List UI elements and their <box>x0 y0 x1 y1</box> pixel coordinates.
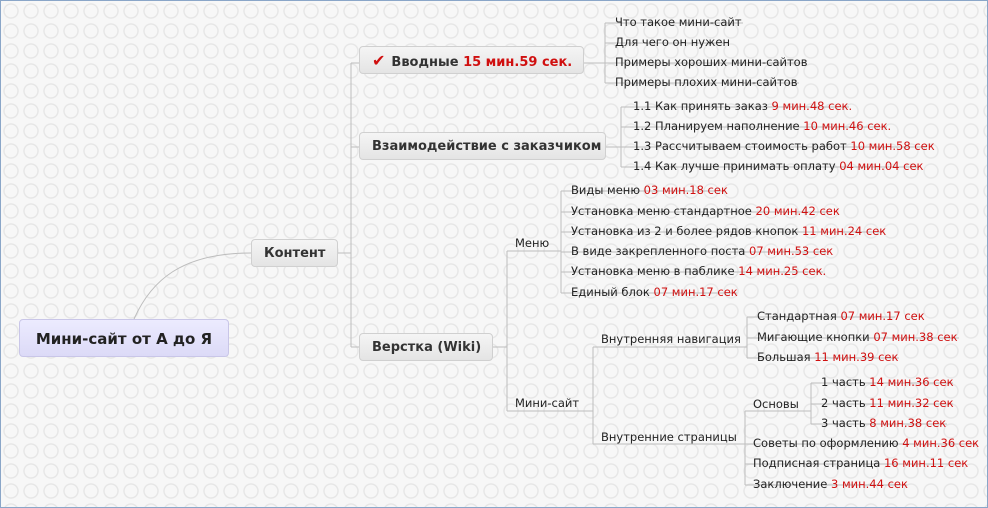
menu-item[interactable] <box>569 181 730 199</box>
nav-item-label: Большая <box>757 350 811 364</box>
subtopic-minisite[interactable]: Мини-сайт <box>515 396 580 410</box>
nav-item-time: 07 мин.38 сек <box>873 330 958 344</box>
nav-item[interactable] <box>755 307 927 325</box>
pages-item[interactable] <box>751 454 970 472</box>
client-item[interactable] <box>631 117 893 135</box>
subtopic-basics[interactable]: Основы <box>753 397 799 411</box>
client-item-label: 1.1 Как принять заказ <box>633 99 768 113</box>
subtopic-inner-pages[interactable]: Внутренние страницы <box>601 430 737 444</box>
basics-item[interactable] <box>819 394 956 412</box>
pages-item[interactable] <box>751 434 981 452</box>
client-item-time: 04 мин.04 сек <box>839 159 924 173</box>
menu-item[interactable] <box>569 202 842 220</box>
basics-item-time: 8 мин.38 сек <box>869 416 947 430</box>
pages-item-time: 3 мин.44 сек <box>831 477 908 491</box>
intro-item[interactable]: Примеры плохих мини-сайтов <box>615 75 798 89</box>
menu-item[interactable] <box>569 242 835 260</box>
menu-item-time: 11 мин.24 сек <box>801 224 887 238</box>
client-item-label: 1.2 Планируем наполнение <box>633 119 800 133</box>
intro-item[interactable]: Что такое мини-сайт <box>615 15 742 29</box>
basics-item-time: 14 мин.36 сек <box>869 375 954 389</box>
subtopic-inner-nav[interactable]: Внутренняя навигация <box>601 332 741 346</box>
nav-item[interactable] <box>755 348 900 366</box>
pages-item-label: Заключение <box>753 477 828 491</box>
client-item-time: 9 мин.48 сек. <box>771 99 853 113</box>
client-item-time: 10 мин.58 сек <box>850 139 935 153</box>
basics-item-label: 2 часть <box>821 396 866 410</box>
pages-item-label: Советы по оформлению <box>753 436 899 450</box>
pages-item[interactable] <box>751 475 910 493</box>
basics-item[interactable] <box>819 414 948 432</box>
topic-client[interactable]: Взаимодействие с заказчиком <box>359 132 606 160</box>
client-item[interactable] <box>631 137 937 155</box>
menu-item-label: Установка меню стандартное <box>571 204 752 218</box>
client-item[interactable] <box>631 157 925 175</box>
topic-layout[interactable]: Верстка (Wiki) <box>359 333 493 361</box>
checkmark-icon: ✔ <box>372 51 386 70</box>
basics-item-label: 3 часть <box>821 416 866 430</box>
client-item-label: 1.4 Как лучше принимать оплату <box>633 159 836 173</box>
client-item-label: 1.3 Рассчитываем стоимость работ <box>633 139 847 153</box>
intro-item[interactable]: Для чего он нужен <box>615 35 730 49</box>
basics-item-label: 1 часть <box>821 375 866 389</box>
basics-item[interactable] <box>819 373 956 391</box>
topic-content[interactable]: Контент <box>251 239 338 267</box>
menu-item-time: 14 мин.25 сек. <box>738 264 827 278</box>
menu-item-time: 03 мин.18 сек <box>643 183 728 197</box>
basics-item-time: 11 мин.32 сек <box>869 396 954 410</box>
pages-item-time: 4 мин.36 сек <box>902 436 980 450</box>
menu-item-label: Виды меню <box>571 183 640 197</box>
menu-item-time: 20 мин.42 сек <box>755 204 840 218</box>
topic-intro[interactable] <box>359 46 584 74</box>
client-item-time: 10 мин.46 сек. <box>803 119 892 133</box>
nav-item-time: 11 мин.39 сек <box>814 350 899 364</box>
menu-item-time: 07 мин.53 сек <box>749 244 834 258</box>
pages-item-time: 16 мин.11 сек <box>883 456 969 470</box>
menu-item-label: Установка меню в паблике <box>571 264 735 278</box>
menu-item-label: Единый блок <box>571 285 650 299</box>
nav-item-label: Мигающие кнопки <box>757 330 874 344</box>
root-node[interactable]: Мини-сайт от А до Я <box>19 319 229 357</box>
nav-item[interactable] <box>755 328 960 346</box>
menu-item-label: Установка из 2 и более рядов кнопок <box>571 224 799 238</box>
menu-item-time: 07 мин.17 сек <box>653 285 738 299</box>
nav-item-time: 07 мин.17 сек <box>840 309 925 323</box>
menu-item[interactable] <box>569 262 828 280</box>
nav-item-label: Стандартная <box>757 309 837 323</box>
menu-item[interactable] <box>569 222 888 240</box>
menu-item-label: В виде закрепленного поста <box>571 244 746 258</box>
pages-item-label: Подписная страница <box>753 456 881 470</box>
intro-item[interactable]: Примеры хороших мини-сайтов <box>615 55 808 69</box>
client-item[interactable] <box>631 97 854 115</box>
topic-intro-time: 15 мин.59 сек. <box>463 55 573 70</box>
topic-intro-label: Вводные <box>391 55 459 70</box>
menu-item[interactable] <box>569 283 740 301</box>
subtopic-menu[interactable]: Меню <box>515 236 550 250</box>
